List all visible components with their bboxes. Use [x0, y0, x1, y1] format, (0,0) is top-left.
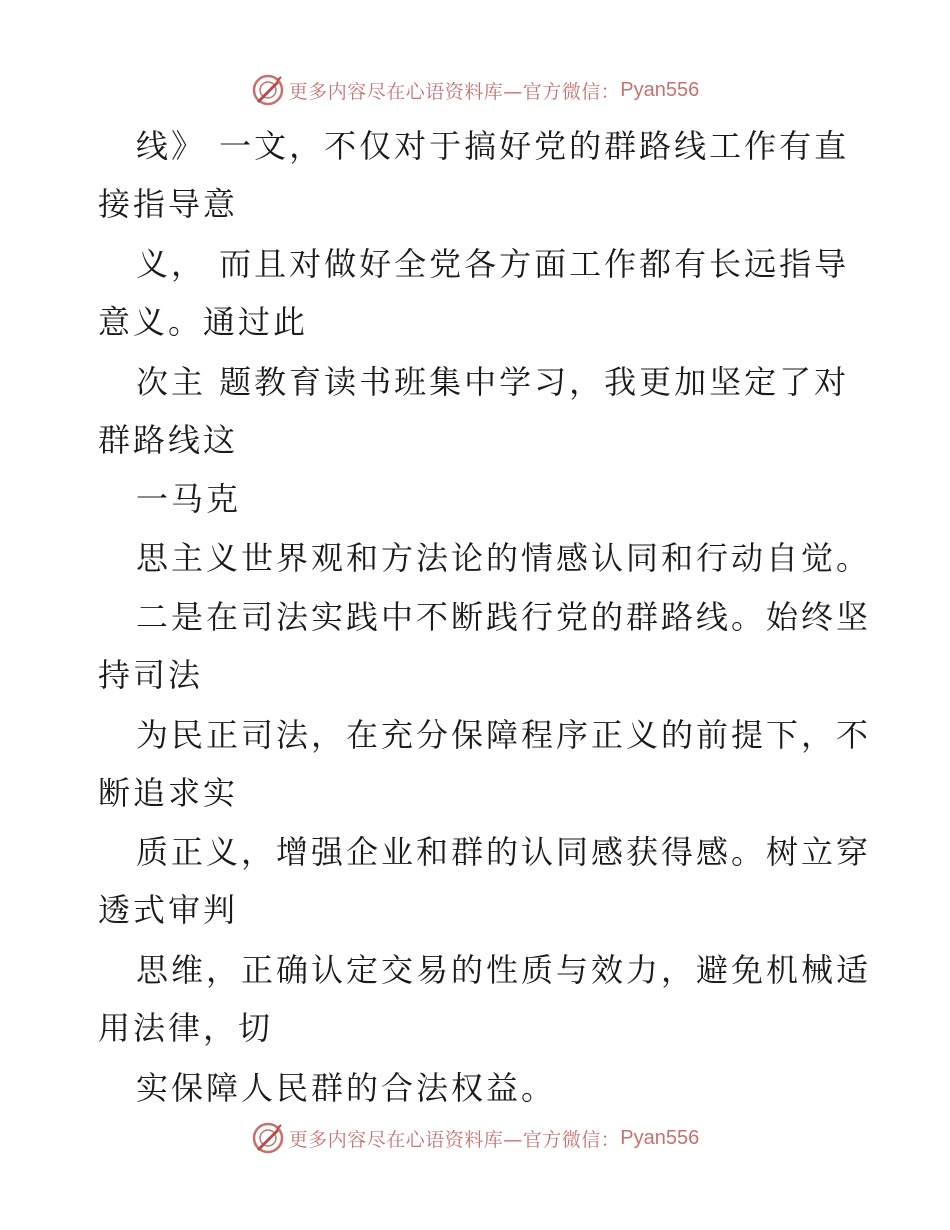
text-line: 思维，正确认定交易的性质与效力，避免机械适 — [136, 951, 872, 989]
text-line: 意义。通过此 — [98, 303, 309, 341]
banner-wechat-id: Pyan556 — [620, 1126, 700, 1149]
text-line: 线》 一文，不仅对于搞好党的群路线工作有直 — [136, 127, 850, 165]
text-line: 持司法 — [98, 656, 204, 694]
text-line: 一马克 — [136, 480, 242, 518]
text-line: 为民正司法，在充分保障程序正义的前提下，不 — [136, 716, 872, 754]
text-line: 次主 题教育读书班集中学习，我更加坚定了对 — [136, 363, 850, 401]
text-line: 实保障人民群的合法权益。 — [136, 1069, 557, 1107]
text-line: 二是在司法实践中不断践行党的群路线。始终坚 — [136, 598, 872, 636]
text-line: 断追求实 — [98, 774, 239, 812]
text-line: 群路线这 — [98, 421, 239, 459]
banner-text: 更多内容尽在心语资料库—官方微信： — [288, 80, 621, 103]
banner-text: 更多内容尽在心语资料库—官方微信： — [288, 1128, 621, 1151]
text-line: 义， 而且对做好全党各方面工作都有长远指导 — [136, 245, 850, 283]
text-line: 接指导意 — [98, 185, 239, 223]
pen-logo-icon — [251, 73, 285, 107]
footer-watermark-banner — [0, 1116, 950, 1160]
banner-wechat-id: Pyan556 — [620, 78, 700, 101]
text-line: 透式审判 — [98, 891, 239, 929]
text-line: 思主义世界观和方法论的情感认同和行动自觉。 — [136, 539, 872, 577]
text-line: 质正义，增强企业和群的认同感获得感。树立穿 — [136, 833, 872, 871]
header-watermark-banner — [0, 68, 950, 112]
text-line: 用法律，切 — [98, 1009, 274, 1047]
pen-logo-icon — [251, 1121, 285, 1155]
